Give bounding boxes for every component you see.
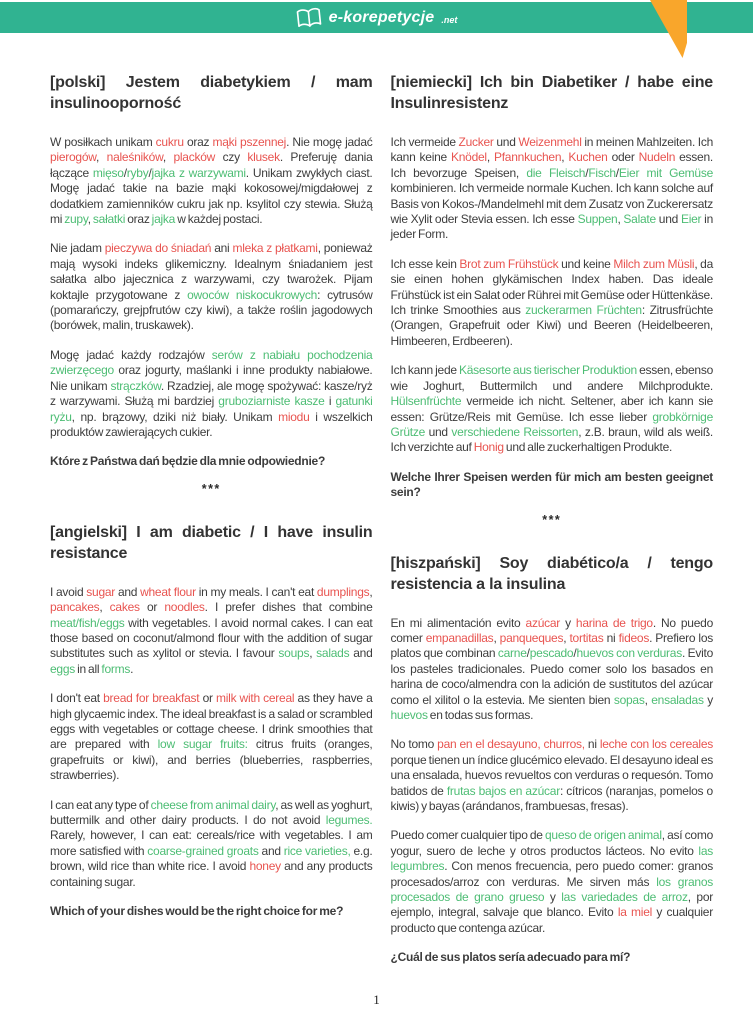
red-highlight-segment: cukru: [155, 135, 184, 149]
question-text: Which of your dishes would be the right choice for me?: [50, 904, 344, 919]
text-segment: and: [349, 646, 373, 661]
green-highlight-segment: die Fleisch: [526, 165, 586, 180]
text-segment: /: [148, 165, 152, 180]
green-highlight-segment: las legumbres: [390, 843, 713, 874]
green-highlight-segment: jajka: [151, 212, 176, 227]
paragraph: [391, 135, 714, 243]
red-highlight-segment: Nudeln: [638, 150, 676, 165]
green-highlight-segment: soups: [278, 646, 310, 661]
paragraph: [50, 798, 373, 890]
text-segment: ni: [603, 630, 619, 645]
text-segment: , z.B. braun, wild als weiß. Ich verzichte auf: [390, 424, 713, 455]
green-highlight-segment: mięso: [92, 165, 124, 180]
green-highlight-segment: Salate: [623, 212, 656, 227]
green-highlight-segment: sopas: [613, 692, 645, 707]
text-segment: . Evito los pasteles tradicionales. Puedo comer solo los basados en harina de coco/almendra con la adición de sustitutos del azúcar como el xilitol o la estevia. Me sienten bien: [390, 646, 713, 707]
green-highlight-segment: Suppen: [577, 212, 618, 227]
text-segment: porque tienen un índice glucémico elevado. El desayuno ideal es una ensalada, huevos revueltos con verduras o requesón. Tomo batidos de: [390, 752, 713, 798]
green-highlight-segment: cheese from animal dairy: [150, 797, 276, 812]
open-book-icon: [295, 5, 323, 30]
right-column: [391, 72, 714, 976]
text-segment: y: [703, 692, 713, 707]
red-highlight-segment: pan en el desayuno, churros,: [437, 737, 585, 752]
text-segment: with vegetables. I avoid normal cakes. I can eat those based on coconut/almond flour with the addition of sugar substitutes such as xylitol or stevia. I favour: [50, 615, 373, 661]
text-segment: e.g. brown, wild rice than white rice. I avoid: [50, 843, 373, 874]
text-segment: . Nie mogę jadać: [286, 135, 373, 149]
green-highlight-segment: Käsesorte aus tierischer Produktion: [458, 363, 637, 378]
text-segment: . Unikam zwykłych ciast. Mogę jadać takie na bazie mąki kokosowej/migdałowej z dodatkiem zamienników cukru jak np. ksylitol czy stewia. Służą mi: [50, 165, 373, 227]
red-highlight-segment: leche con los cereales: [599, 737, 714, 752]
question-text: Welche Ihrer Speisen werden für mich am besten geeignet sein?: [390, 469, 713, 500]
green-highlight-segment: eggs: [50, 661, 76, 676]
text-segment: czy: [215, 150, 248, 165]
text-segment: ,: [561, 150, 569, 165]
green-highlight-segment: carne: [497, 646, 527, 661]
green-highlight-segment: jajka z warzywami: [151, 165, 246, 180]
text-segment: ,: [162, 150, 174, 165]
text-segment: ,: [644, 692, 652, 707]
paragraph: [50, 585, 373, 677]
green-highlight-segment: Eier mit Gemüse: [618, 165, 714, 180]
text-segment: oder: [607, 150, 639, 165]
text-segment: I avoid: [50, 584, 87, 599]
green-highlight-segment: ensaladas: [651, 692, 704, 707]
green-highlight-segment: zuckerarmen Früchten: [525, 303, 642, 318]
text-segment: oraz: [183, 135, 213, 149]
text-segment: in jeder Form.: [390, 212, 713, 242]
text-segment: /: [123, 165, 127, 180]
text-segment: Nie jadam: [50, 241, 105, 256]
red-highlight-segment: wheat flour: [140, 584, 196, 599]
text-segment: in my meals. I can't eat: [195, 584, 317, 599]
red-highlight-segment: pieczywa do śniadań: [104, 241, 212, 256]
text-segment: vermeide ich nicht. Seltener, aber ich kann sie essen: Grütze/Reis mit Gemüse. Ich esse lieber: [390, 394, 713, 424]
green-highlight-segment: sałatki: [92, 212, 126, 227]
text-segment: und keine: [558, 256, 614, 271]
red-highlight-segment: fideos: [618, 630, 650, 645]
text-segment: , as well as yoghurt, buttermilk and other dairy products. I do not avoid: [50, 797, 373, 827]
text-segment: /: [526, 646, 530, 661]
text-segment: w każdej postaci.: [175, 212, 263, 227]
green-highlight-segment: queso de origen animal: [544, 828, 662, 843]
text-segment: in meinen Mahlzeiten. Ich kann keine: [390, 135, 713, 165]
green-highlight-segment: huevos: [390, 707, 428, 722]
green-highlight-segment: gatunki ryżu: [50, 394, 373, 424]
green-highlight-segment: pescado: [529, 646, 574, 661]
text-segment: , por ejemplo, integral, salvaje que blanco. Evito: [390, 890, 714, 920]
text-segment: ,: [87, 212, 93, 227]
language-section-de: [391, 72, 714, 501]
text-segment: /: [615, 165, 619, 180]
red-highlight-segment: cakes: [109, 600, 140, 615]
text-segment: y: [544, 890, 562, 905]
text-segment: , da sie einen hohen glykämischen Index haben. Das ideale Frühstück ist ein Salat oder Rührei mit Gemüse oder Hüttenkäse. Ich trinke Smoothies aus: [390, 256, 714, 318]
red-highlight-segment: la miel: [617, 905, 653, 920]
text-segment: No tomo: [390, 737, 438, 752]
text-segment: . Con menos frecuencia, pero puedo comer: granos procesados/arroz con verduras. Me sirven más: [390, 859, 713, 889]
text-segment: and any products containing sugar.: [50, 859, 373, 889]
text-segment: Rarely, however, I can eat: cereals/rice with vegetables. I am more satisfied with: [50, 828, 373, 858]
text-segment: und: [493, 135, 519, 149]
red-highlight-segment: sugar: [86, 584, 116, 599]
red-highlight-segment: harina de trigo: [575, 615, 653, 630]
text-segment: . No puedo comer: [390, 615, 713, 645]
red-highlight-segment: placków: [173, 150, 216, 165]
red-highlight-segment: empanadillas: [425, 630, 494, 645]
green-highlight-segment: forms: [101, 661, 131, 676]
green-highlight-segment: zupy: [64, 212, 88, 227]
left-column: [50, 72, 373, 976]
question-text: ¿Cuál de sus platos sería adecuado para mí?: [390, 950, 631, 965]
red-highlight-segment: Milch zum Müsli: [613, 256, 695, 271]
text-segment: and: [115, 584, 141, 599]
text-segment: en todas sus formas.: [427, 707, 534, 722]
question-text: Które z Państwa dań będzie dla mnie odpowiednie?: [50, 454, 326, 469]
red-highlight-segment: honey: [249, 859, 281, 874]
text-segment: as they have a high glycaemic index. The ideal breakfast is a salad or scrambled eggs with vegetables or cottage cheese. I drink smoothies that are prepared with: [50, 691, 373, 752]
paragraph: [391, 257, 714, 349]
red-highlight-segment: Zucker: [458, 135, 494, 149]
text-segment: essen, ebenso wie Joghurt, Buttermilch und andere Milchprodukte.: [390, 363, 713, 393]
language-section-es: [391, 553, 714, 966]
green-highlight-segment: frutas bajos en azúcar: [446, 783, 560, 798]
text-segment: Ich esse kein: [390, 256, 460, 271]
green-highlight-segment: salads: [316, 646, 350, 661]
text-segment: essen. Ich bevorzuge Speisen,: [390, 150, 713, 180]
red-highlight-segment: miodu: [278, 409, 310, 424]
red-highlight-segment: tortitas: [569, 630, 604, 645]
text-segment: Puedo comer cualquier tipo de: [390, 828, 545, 843]
text-segment: , ponieważ mają wysoki indeks glikemiczny. Idealnym śniadaniem jest sałatka albo jajecznica z warzywami, czy twarożek. Pijam koktajle przygotowane z: [50, 241, 373, 302]
section-heading: [angielski] I am diabetic / I have insulin resistance: [50, 523, 373, 562]
header-banner: [0, 2, 753, 33]
green-highlight-segment: serów z nabiału pochodzenia zwierzęcego: [50, 347, 373, 378]
language-section-pl: [50, 72, 373, 470]
green-highlight-segment: coarse-grained groats: [147, 843, 259, 858]
text-segment: ,: [563, 630, 570, 645]
red-highlight-segment: pierogów: [50, 150, 97, 165]
red-highlight-segment: Kuchen: [568, 150, 608, 165]
red-highlight-segment: noodles: [164, 600, 205, 615]
text-segment: ,: [369, 584, 373, 599]
red-highlight-segment: Weizenmehl: [518, 135, 582, 149]
text-segment: in all: [75, 661, 102, 676]
text-segment: : cítricos (naranjas, pomelos o kiwis) y bayas (arándanos, frambuesas, fresas).: [390, 783, 713, 813]
green-highlight-segment: gruboziarniste kasze: [218, 394, 325, 409]
two-column-text: [50, 72, 713, 976]
red-highlight-segment: klusek: [247, 150, 280, 165]
text-segment: und: [655, 212, 681, 227]
text-segment: : Zitrusfrüchte (Orangen, Grapefruit oder Kiwi) und Beeren (Heidelbeeren, Himbeeren, Erdbeeren).: [390, 303, 714, 348]
green-highlight-segment: low sugar fruits:: [157, 737, 248, 752]
text-segment: Mogę jadać każdy rodzajów: [50, 347, 212, 362]
section-heading: [niemiecki] Ich bin Diabetiker / habe eine Insulinresistenz: [390, 74, 713, 112]
red-highlight-segment: pancakes: [50, 600, 100, 615]
section-separator: ***: [542, 512, 562, 527]
text-segment: i wszelkich produktów zawierających cukier.: [50, 409, 373, 439]
text-segment: /: [585, 165, 589, 180]
text-segment: , np. brązowy, dziki niż biały. Unikam: [71, 409, 279, 424]
text-segment: En mi alimentación evito: [390, 615, 526, 630]
green-highlight-segment: las variedades de arroz: [561, 890, 688, 905]
red-highlight-segment: Pfannkuchen: [493, 150, 562, 165]
text-segment: or: [139, 600, 165, 615]
green-highlight-segment: Fisch: [588, 165, 616, 180]
paragraph: [50, 348, 373, 440]
green-highlight-segment: ryby: [126, 165, 149, 180]
text-segment: I can eat any type of: [50, 797, 151, 812]
site-logo[interactable]: [296, 7, 458, 29]
green-highlight-segment: owoców niskocukrowych: [187, 287, 318, 302]
red-highlight-segment: Honig: [473, 440, 504, 455]
text-segment: ,: [617, 212, 624, 227]
brand-name: e-korepetycje: [328, 8, 435, 26]
red-highlight-segment: Brot zum Frühstück: [459, 256, 559, 271]
green-highlight-segment: rice varieties,: [283, 843, 351, 858]
text-segment: . Preferuję dania łączące: [50, 150, 373, 180]
text-segment: i: [324, 394, 336, 409]
text-segment: . Rzadziej, ale mogę spożywać: kasze/ryż z warzywami. Służą mi bardziej: [50, 378, 373, 409]
green-highlight-segment: verschiedene Reissorten: [451, 424, 579, 439]
text-segment: citrus fruits (oranges, grapefruits or kiwi), and berries (blueberries, raspberries, strawberries).: [50, 737, 373, 783]
red-highlight-segment: mąki pszennej: [212, 135, 287, 149]
green-highlight-segment: Hülsenfrüchte: [390, 394, 462, 409]
text-segment: ,: [96, 150, 107, 165]
green-highlight-segment: strączków: [110, 378, 161, 393]
paragraph: [391, 737, 714, 814]
text-segment: Ich vermeide: [390, 135, 459, 149]
section-separator: ***: [201, 481, 221, 496]
text-segment: /: [573, 646, 577, 661]
language-section-en: [50, 522, 373, 920]
text-segment: . Prefiero los platos que combinan: [390, 630, 714, 661]
text-segment: und: [425, 424, 452, 439]
text-segment: or: [199, 691, 216, 706]
section-heading: [hiszpański] Soy diabético/a / tengo resistencia a la insulina: [390, 554, 713, 593]
green-highlight-segment: los granos procesados de grano grueso: [390, 874, 714, 905]
red-highlight-segment: azúcar: [525, 615, 561, 630]
text-segment: W posiłkach unikam: [50, 135, 156, 149]
text-segment: kombinieren. Ich vermeide normale Kuchen. Ich kann solche auf Basis von Kokos-/Mandelmehl mit dem Zusatz von Zuckerersatz wie Xylit oder Stevia essen. Ich esse: [390, 181, 713, 227]
text-segment: : cytrusów (pomarańczy, grejpfrutów czy kiwi), a także roślin jagodowych (borówek, malin, truskawek).: [50, 287, 373, 333]
paragraph: [50, 241, 373, 333]
text-segment: and: [258, 843, 284, 858]
page-number: 1: [373, 992, 380, 1007]
text-segment: ani: [211, 241, 233, 256]
text-segment: Ich kann jede: [390, 363, 459, 378]
text-segment: I don't eat: [50, 691, 104, 706]
green-highlight-segment: grobkörnige Grütze: [390, 409, 713, 439]
paragraph: [391, 363, 714, 455]
text-segment: ,: [309, 646, 317, 661]
text-segment: ,: [99, 600, 110, 615]
red-highlight-segment: dumplings: [316, 584, 370, 599]
text-segment: ,: [493, 630, 500, 645]
brand-suffix: .net: [441, 14, 458, 25]
text-segment: .: [130, 661, 134, 676]
text-segment: ,: [486, 150, 494, 165]
paragraph: [391, 616, 714, 724]
red-highlight-segment: Knödel: [450, 150, 487, 165]
green-highlight-segment: legumes.: [325, 813, 373, 827]
red-highlight-segment: naleśników: [106, 150, 163, 165]
text-segment: . I prefer dishes that combine: [204, 600, 373, 615]
text-segment: , así como yogur, suero de leche y otros productos lácteos. No evito: [390, 828, 713, 858]
red-highlight-segment: milk with cereal: [215, 691, 295, 706]
green-highlight-segment: huevos con verduras: [576, 646, 682, 661]
text-segment: y cualquier producto que contenga azúcar.: [390, 905, 713, 935]
text-segment: und alle zuckerhaltigen Produkte.: [503, 440, 673, 455]
paragraph: [50, 691, 373, 783]
red-highlight-segment: panqueques: [499, 630, 564, 645]
red-highlight-segment: mleka z płatkami: [232, 241, 318, 256]
text-segment: oraz jogurty, maślanki i inne produkty nabiałowe. Nie unikam: [50, 363, 373, 393]
green-highlight-segment: Eier: [680, 212, 702, 227]
text-segment: y: [560, 615, 576, 630]
red-highlight-segment: bread for breakfast: [103, 691, 200, 706]
text-segment: ni: [584, 737, 600, 752]
paragraph: [50, 135, 373, 227]
section-heading: [polski] Jestem diabetykiem / mam insulinooporność: [50, 74, 373, 112]
text-segment: oraz: [125, 212, 152, 227]
paragraph: [391, 828, 714, 936]
green-highlight-segment: meat/fish/eggs: [50, 615, 125, 630]
